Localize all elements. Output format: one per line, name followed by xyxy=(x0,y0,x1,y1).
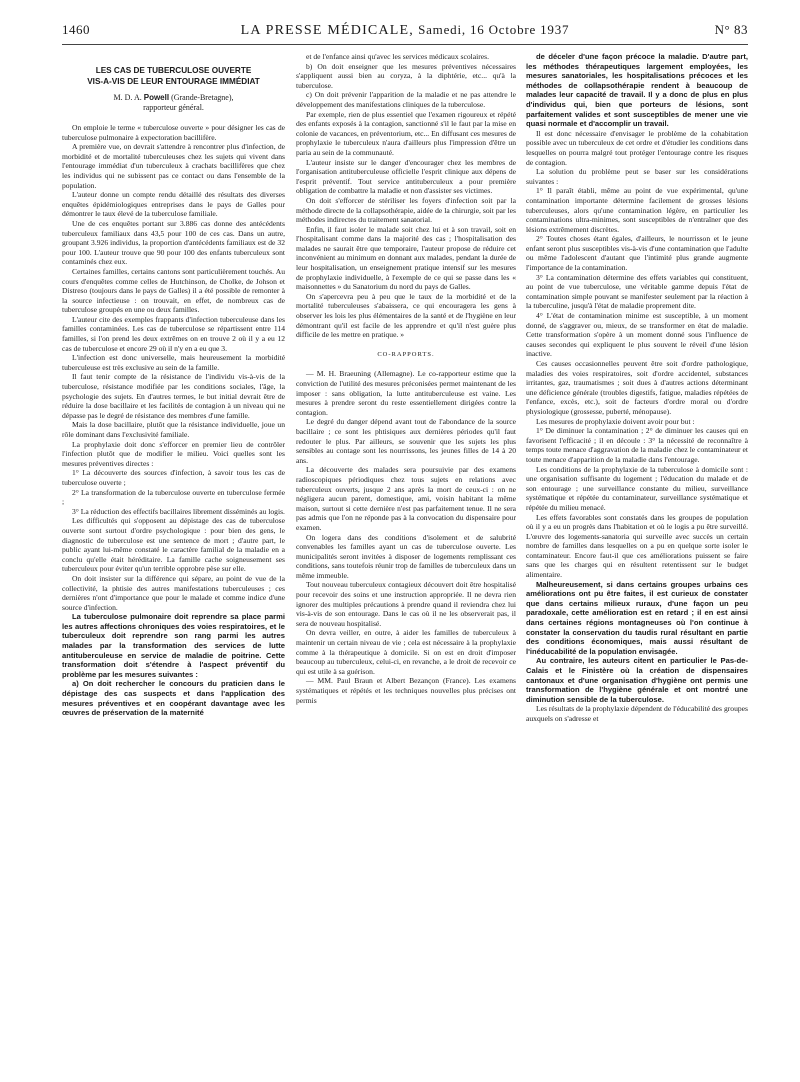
paragraph: Il faut tenir compte de la résistance de l'individu vis-à-vis de la tuberculose, résistance modifiée par les conditions sociales, l'âge, la psychologie des sujets. En d'autres termes, le but initial devrait être de réduire la dose bacillaire et les facilités de contagion à un niveau qui ne dépasse pas le degré de résistance des membres d'une famille. xyxy=(62,372,285,420)
paragraph: L'auteur cite des exemples frappants d'infection tuberculeuse dans les familles contaminées. Les cas de tuberculose se répartissent entre 114 familles, si l'on prend les deux extrêmes on en trouve 2 où il y a eu 12 cas de tuberculose et encore 29 où il n'y en a eu que 3. xyxy=(62,314,285,353)
paragraph: On logera dans des conditions d'isolement et de salubrité convenables les familles ayant un cas de tuberculose ouverte. Les municipalités seront invitées à disposer de logements remplissant ces conditions, sans toutefois réunir trop de familles de tuberculeux dans un même immeuble. xyxy=(296,532,516,580)
paragraph: Il est donc nécessaire d'envisager le problème de la cohabitation possible avec un tuberculeux de cet ordre et d'étudier les conditions dans lesquelles on pourra malgré tout protéger l'entourage contre les risques de contagion. xyxy=(526,128,748,167)
paragraph-bold: de déceler d'une façon précoce la maladie. D'autre part, les méthodes thérapeutiques largement employées, les mesures sanatoriales, les hospitalisations précoces et les méthodes de collapsothérapie rendent à beaucoup de malades leur capacité de travail. Il y a donc de plus en plus d'individus qui, bien que porteurs de lésions, sont parfaitement valides et sont susceptibles de mener une vie quasi normale et d'accomplir un travail. xyxy=(526,52,748,129)
paragraph: A première vue, on devrait s'attendre à rencontrer plus d'infection, de morbidité et de mortalité tuberculeuses chez les sujets qui vivent dans l'entourage immédiat d'un tuberculeux à crachats bacillifères que chez les individus qui ne subissent pas ce contact ou dans l'ensemble de la population. xyxy=(62,142,285,190)
paragraph: 1° Il paraît établi, même au point de vue expérimental, qu'une contamination importante détermine facilement de grosses lésions tuberculeuses, alors qu'une contamination légère, en particulier les contaminations ultra-minimes, sont susceptibles de n'entraîner que des lésions extrêmement discrètes. xyxy=(526,186,748,234)
paragraph: — MM. Paul Braun et Albert Bezançon (France). Les examens systématiques et répétés et les techniques nouvelles plus précises ont permis xyxy=(296,676,516,705)
paragraph: La solution du problème peut se baser sur les considérations suivantes : xyxy=(526,167,748,186)
paragraph: L'auteur donne un compte rendu détaillé des résultats des diverses enquêtes épidémiologiques entreprises dans le pays de Galles pour démontrer le taux élevé de la tuberculose familiale. xyxy=(62,190,285,219)
paragraph: Enfin, il faut isoler le malade soit chez lui et à son travail, soit en l'hospitalisant comme dans la majorité des cas ; l'hospitalisation des malades ne saurait être que temporaire, l'auteur propose de réduire cet inconvénient au minimum en donnant aux malades, pendant la durée de leur hospitalisation, un enseignement pratique intensif sur les mesures de prophylaxie individuelle, à l'exemple de ce qui se passe dans les « maisonnettes » du Sanatorium du nord du pays de Galles. xyxy=(296,224,516,292)
paragraph: et de l'enfance ainsi qu'avec les services médicaux scolaires. xyxy=(306,52,490,61)
paragraph-bold: La tuberculose pulmonaire doit reprendre sa place parmi les autres affections chroniques des voies respiratoires, et le tuberculeux doit reprendre son rang parmi les autres malades par la transformation des services de lutte antituberculeuse en service de maladie de poitrine. Cette transformation doit s'étendre à l'aspect préventif du problème par les mesures suivantes : xyxy=(62,612,285,679)
author-country: (Grande-Bretagne), xyxy=(171,93,234,102)
author-role: rapporteur général. xyxy=(143,103,204,112)
page-header xyxy=(62,20,748,45)
paragraph-bold: a) On doit rechercher le concours du praticien dans le dépistage des cas suspects et dans l'application des mesures préventives et en coopérant davantage avec les œuvres de préservation de la maternité xyxy=(62,679,285,718)
paragraph: 4° L'état de contamination minime est susceptible, à un moment donné, de s'aggraver ou, mieux, de se transformer en état de maladie. Cette transformation s'opère à un moment donné sous l'influence de causes secondes qui expliquent le plus souvent le réveil d'une lésion inactive. xyxy=(526,311,748,359)
paragraph: 1° La découverte des sources d'infection, à savoir tous les cas de tuberculose ouverte ; xyxy=(62,468,285,487)
paragraph: On doit s'efforcer de stériliser les foyers d'infection soit par la méthode directe de la collapsothérapie, aidée de la chirurgie, soit par les méthodes indirectes du traitement sanatorial. xyxy=(296,195,516,225)
section-heading: CO-RAPPORTS. xyxy=(377,350,435,358)
journal-name: LA PRESSE MÉDICALE, xyxy=(240,23,414,38)
paragraph: Les mesures de prophylaxie doivent avoir pour but : xyxy=(536,416,695,426)
paragraph: On emploie le terme « tuberculose ouverte » pour désigner les cas de tuberculose pulmonaire à expectoration bacillifère. xyxy=(62,123,285,142)
running-title xyxy=(62,22,748,39)
paragraph: Une de ces enquêtes portant sur 3.886 cas donne des antécédents tuberculeux familiaux dans 43,5 pour 100 de ces cas. Dans un autre, groupant 3.926 individus, la proportion d'antécédents familiaux est de 32 pour 100. L'auteur trouve que 90 pour 100 des enfants tuberculeux sont contaminés chez eux. xyxy=(62,218,285,267)
paragraph-bold: Au contraire, les auteurs citent en particulier le Pas-de-Calais et le Finistère où la création de dispensaires cantonaux et d'une organisation d'hygiène ont permis une transformation de l'hygiène générale et ont montré une diminution sensible de la tuberculose. xyxy=(526,656,748,704)
paragraph: Les conditions de la prophylaxie de la tuberculose à domicile sont : une organisation suffisante du logement ; l'éducation du malade et de son entourage ; une surveillance constante du milieu, surveillance systématique et répétée du contaminateur, surveillance systématique et répétée du milieu menacé. xyxy=(526,464,748,512)
article-title xyxy=(62,66,285,87)
author-prefix: M. D. A. xyxy=(113,93,142,102)
paragraph: 2° Toutes choses étant égales, d'ailleurs, le nourrisson et le jeune enfant seront plus susceptibles vis-à-vis d'une contamination que l'adulte ou même l'adolescent d'autant que l'intimité plus grande augmente l'importance de la contamination. xyxy=(526,234,748,273)
article-title-line-2: VIS-A-VIS DE LEUR ENTOURAGE IMMÉDIAT xyxy=(87,76,260,86)
issue-date: Samedi, 16 Octobre 1937 xyxy=(418,22,570,37)
paragraph: L'infection est donc universelle, mais heureusement la morbidité tuberculeuse est très exclusive au sein de la famille. xyxy=(62,353,285,372)
paragraph: Les résultats de la prophylaxie dépendent de l'éducabilité des groupes auxquels on s'adresse et xyxy=(526,704,748,723)
column-3 xyxy=(526,52,748,724)
article-title-line-1: LES CAS DE TUBERCULOSE OUVERTE xyxy=(95,66,252,75)
paragraph: 1° De diminuer la contamination ; 2° de diminuer les causes qui en favorisent l'efficacité ; il en découle : 3° la nécessité de reconnaître à temps toute menace d'aggravation de la maladie chez le contaminateur et toute menace d'apparition de la maladie dans l'entourage. xyxy=(526,426,748,464)
paragraph: La découverte des malades sera poursuivie par des examens radioscopiques périodiques chez tous sujets en relations avec tuberculeux ouverts, jusque 2 ans après la mort de ceux-ci : on ne négligera aucun parent, domestique, ami, voisin habitant la même maison, surtout si cette dernière n'est pas parfaitement tenue. Il ne sera pas admis que l'on ne réponde pas à la convocation du dispensaire pour examen. xyxy=(296,465,516,532)
paragraph: Les effets favorables sont constatés dans les groupes de population où il y a eu un progrès dans l'habitation et où le logis a pu être surveillé. L'œuvre des logements-sanatoria qui surveille avec succès un certain nombre de familles dans lesquelles on a pu en quelque sorte isoler le contaminateur. Encore faut-il que ces améliorations puissent se faire sans que les charges qui en résultent retentissent sur le budget alimentaire. xyxy=(526,512,748,580)
paragraph: Les difficultés qui s'opposent au dépistage des cas de tuberculose ouverte sont surtout d'ordre psychologique : pour bien des gens, le diagnostic de tuberculose est une sentence de mort ; d'autre part, le public ayant lui-même constaté le caractère familial de la maladie en a conclu qu'elle était héréditaire. La famille cache soigneusement ses tuberculeux pour éviter qu'un terrible opprobre pèse sur elle. xyxy=(62,516,285,574)
paragraph: Le degré du danger dépend avant tout de l'abondance de la source bacillaire ; ce sont les phtisiques aux dernières périodes qu'il faut redouter le plus. Par ailleurs, se souvenir que les sujets les plus sensibles au contage sont les nourrissons, les jeunes filles de 14 à 20 ans. xyxy=(296,417,516,465)
issue-number: N° 83 xyxy=(714,22,748,37)
paragraph: Tout nouveau tuberculeux contagieux découvert doit être hospitalisé pour recevoir des soins et une instruction appropriée. Il ne devra rien ignorer des multiples précautions à prendre quand il reviendra chez lui vis-à-vis de son entourage. Dans le cas où il ne les observerait pas, il sera de nouveau hospitalisé. xyxy=(296,580,516,628)
paragraph: b) On doit enseigner que les mesures préventives nécessaires s'appliquent aussi bien au coryza, à la diphtérie, etc... qu'à la tuberculose. xyxy=(296,61,516,90)
paragraph: 3° La contamination détermine des effets variables qui constituent, au point de vue tuberculose, une véritable gamme depuis l'état de contamination simple pouvant se manifester seulement par la réaction à la tuberculine, jusqu'à l'état de maladie proprement dite. xyxy=(526,272,748,311)
column-2 xyxy=(296,52,516,705)
paragraph: La prophylaxie doit donc s'efforcer en premier lieu de contrôler l'infection plutôt que de modifier le milieu. Voici quelles sont les mesures préventives directes : xyxy=(62,439,285,468)
paragraph: Certaines familles, certains cantons sont particulièrement touchés. Au cours d'enquêtes comme celles de Hutchinson, de Cholke, de Johson et Distreso (toujours dans le pays de Galles) il a été possible de remonter à la source infectieuse : on trouvait, en effet, de nombreux cas de tuberculose groupés en une ou deux familles. xyxy=(62,266,285,315)
paragraph: Ces causes occasionnelles peuvent être soit d'ordre pathologique, maladies des voies respiratoires, soit d'ordre accidentel, substances irritantes, gaz, traumatismes ; soit dues à d'autres actions déterminant une déficience générale (troubles digestifs, fatigue, maladies répétées de l'enfance, excès, etc.), soit de facteurs d'ordre moral ou d'ordre physiologique (grossesse, puberté, ménopause). xyxy=(526,359,748,416)
paragraph: c) On doit prévenir l'apparition de la maladie et ne pas attendre le développement des manifestations cliniques de la tuberculose. xyxy=(296,90,516,109)
page-number: 1460 xyxy=(62,22,90,37)
paragraph: On devra veiller, en outre, à aider les familles de tuberculeux à maintenir un certain niveau de vie ; cela est nécessaire à la prophylaxie comme à la thérapeutique à domicile. Si on est en droit d'imposer beaucoup au tuberculeux, celui-ci, en revanche, a le droit de recevoir ce qui est utile à sa guérison. xyxy=(296,628,516,676)
paragraph: — M. H. Braeuning (Allemagne). Le co-rapporteur estime que la conviction de l'utilité des mesures préconisées permet maintenant de les imposer : sans obligation, la lutte antituberculeuse est vaine. Les mesures à prendre seront du reste essentiellement dirigées contre la contagion. xyxy=(296,369,516,417)
paragraph: 2° La transformation de la tuberculose ouverte en tuberculose fermée ; xyxy=(62,487,285,507)
column-1 xyxy=(62,54,285,718)
paragraph: On doit insister sur la différence qui sépare, au point de vue de la collectivité, la phtisie des autres manifestations tuberculeuses ; ces dernières n'ont d'importance que pour le malade et comme indice d'une source d'infection. xyxy=(62,573,285,612)
author-name: Powell xyxy=(143,93,170,102)
paragraph: On s'apercevra peu à peu que le taux de la morbidité et de la mortalité tuberculeuses s'abaissera, ce qui encouragera les gens à observer les lois les plus élémentaires de la santé et de l'hygiène en leur démontrant qu'il est facile de les apprendre et qu'il n'est guère plus difficile de les mettre en pratique. » xyxy=(296,291,516,340)
paragraph: Mais la dose bacillaire, plutôt que la résistance individuelle, joue un rôle dominant dans l'exclusivité familiale. xyxy=(62,420,285,439)
byline xyxy=(62,93,285,113)
paragraph: 3° La réduction des effectifs bacillaires librement disséminés au logis. xyxy=(72,506,285,516)
paragraph: Par exemple, rien de plus essentiel que l'examen rigoureux et répété des enfants exposés à la contagion, sanctionné s'il le faut par la mise en colonie de vacances, en préventorium, etc... En diffusant ces mesures de prophylaxie le tuberculeux n'aura d'ailleurs plus l'impression d'être un paria au sein de la communauté. xyxy=(296,109,516,157)
paragraph-bold: Malheureusement, si dans certains groupes urbains ces améliorations ont pu être faites, il est curieux de constater que dans certains milieux ruraux, d'une façon un peu paradoxale, cette amélioration est en retard ; il en est ainsi dans certaines régions montagneuses où l'on continue à constater la conservation du taudis rural résultant en partie des conditions économiques, mais aussi résultant de l'inéducabilité de la population envisagée. xyxy=(526,579,748,656)
paragraph: L'auteur insiste sur le danger d'encourager chez les membres de l'organisation antituberculeuse officielle l'esprit clinique aux dépens de l'esprit préventif. Tout service antituberculeux a pour première obligation de combattre la maladie et non d'assister ses victimes. xyxy=(296,157,516,196)
